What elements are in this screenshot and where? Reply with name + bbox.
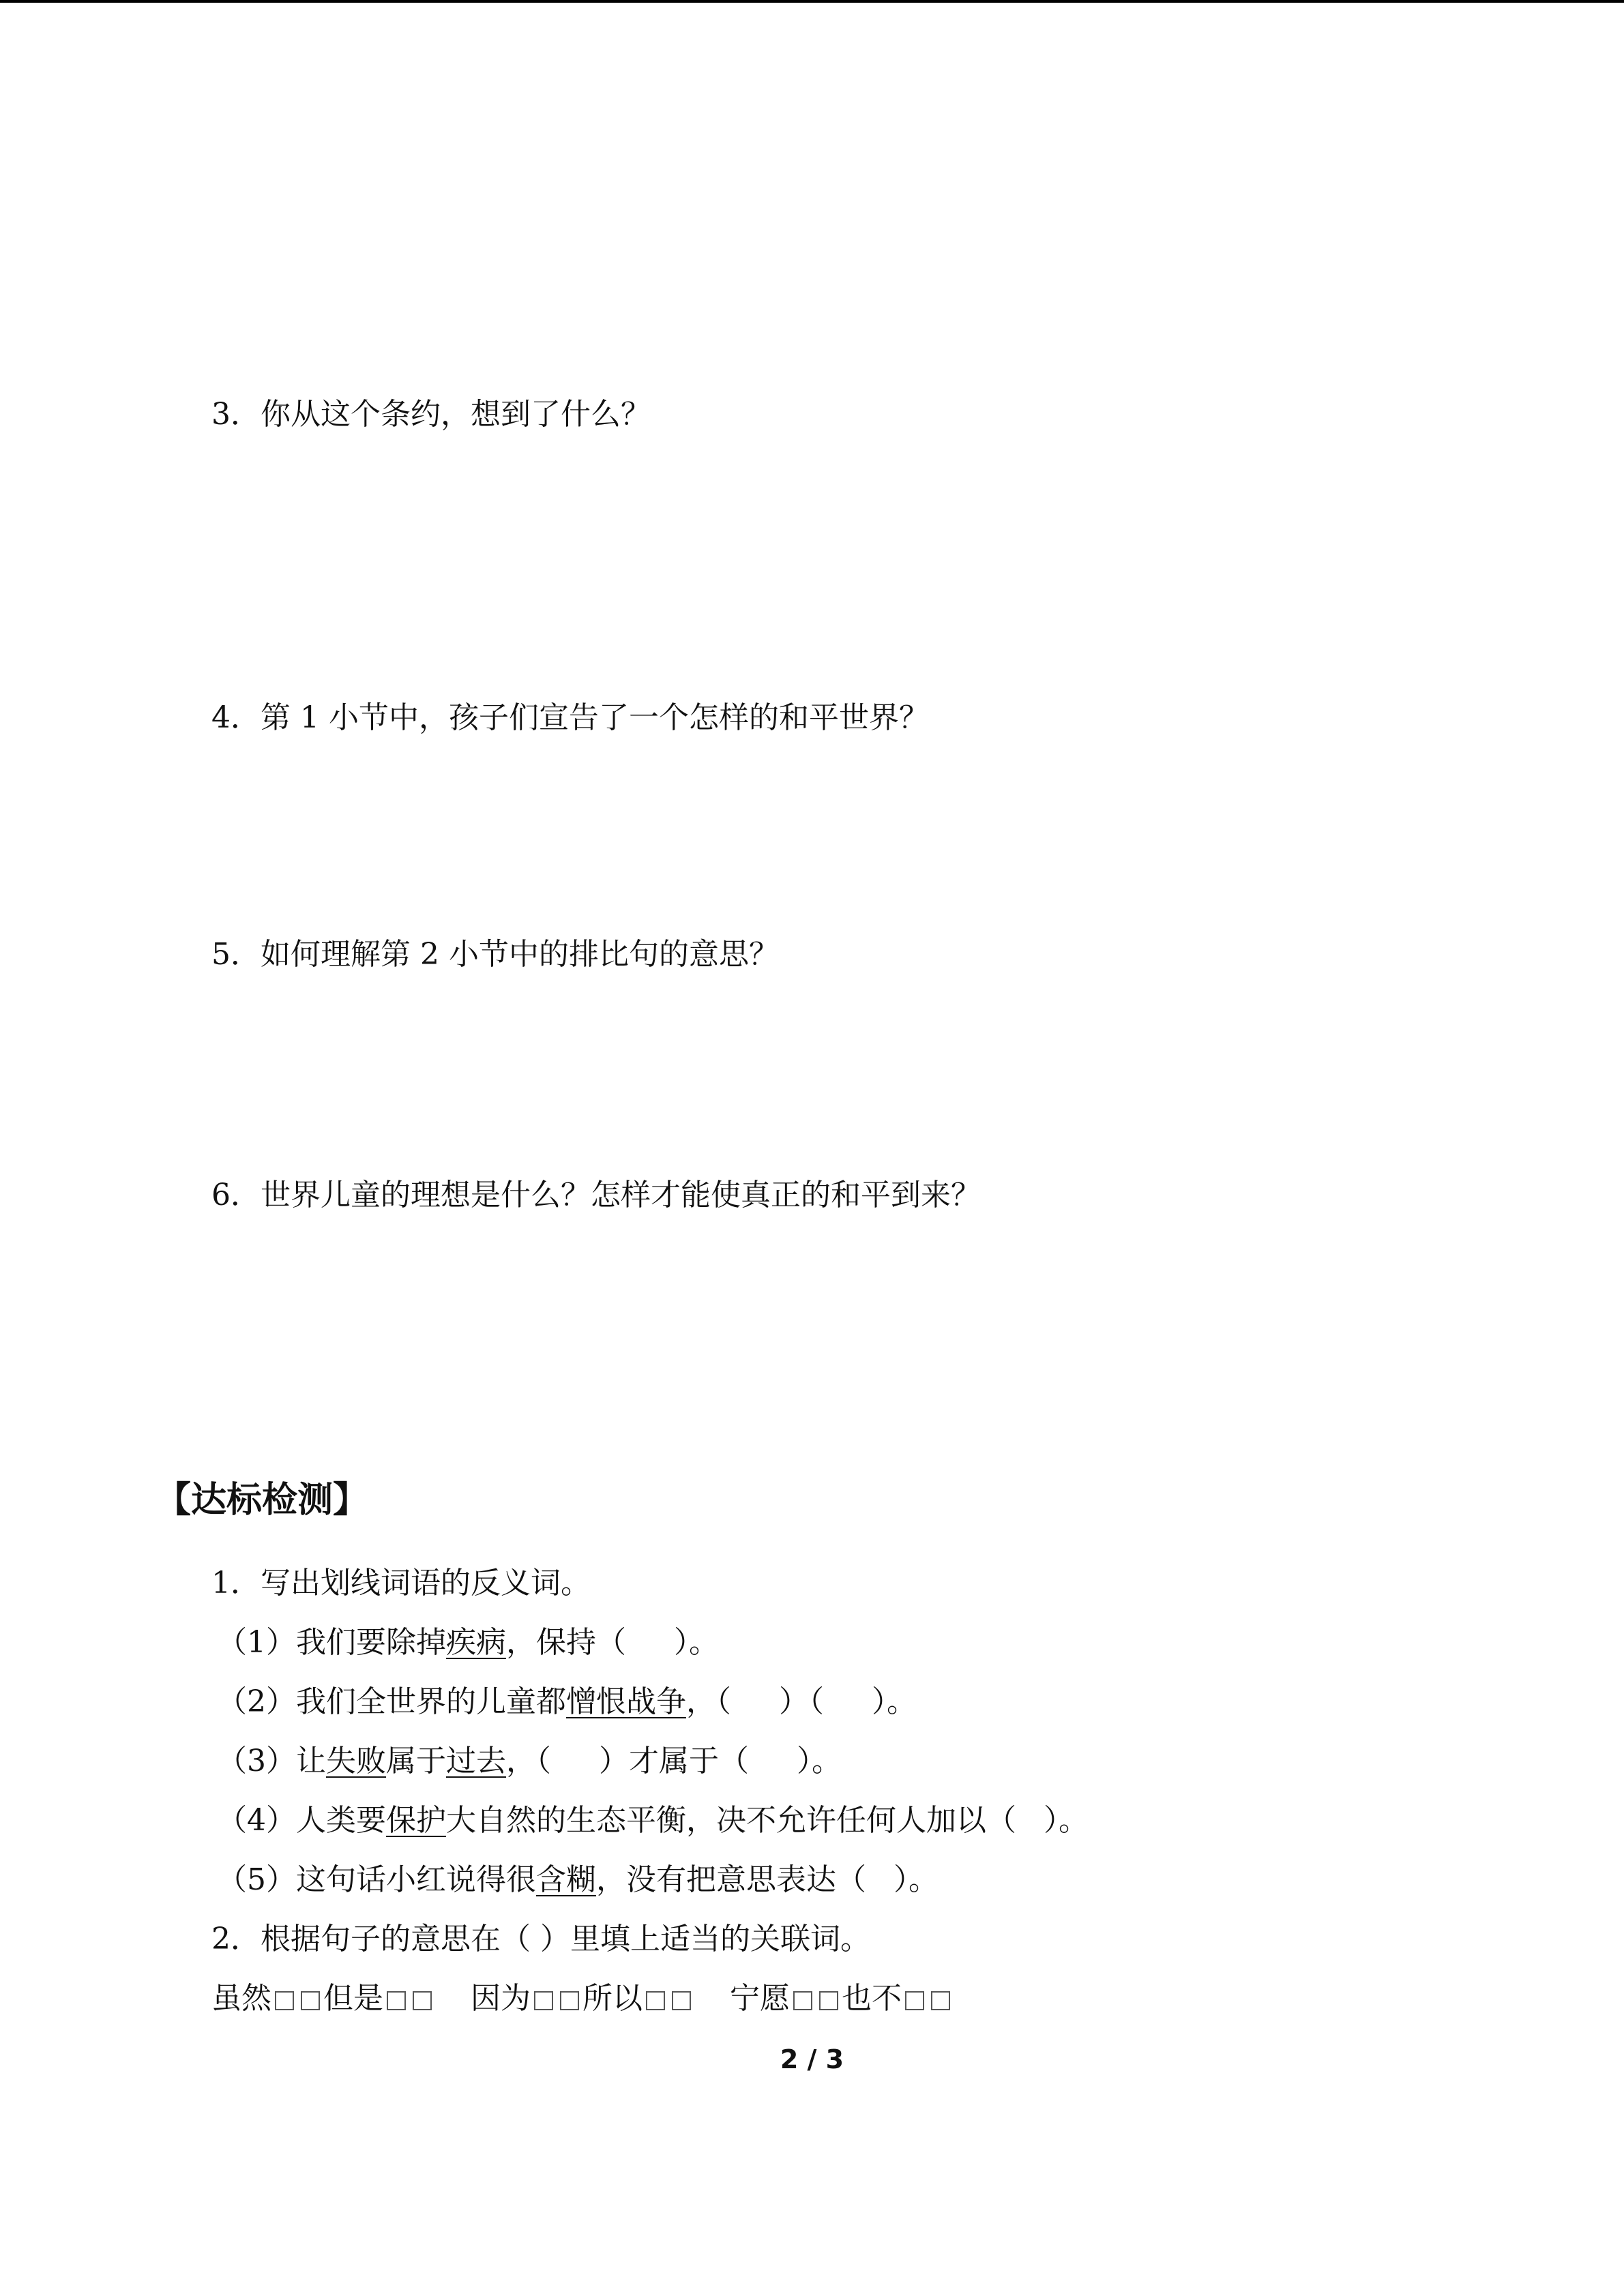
conjunction-pair: 因为 所以 (471, 1978, 694, 2019)
exercise-1-item-5: （5）这句话小红说得很含糊，没有把意思表达（ ）。 (217, 1862, 939, 1897)
question-3: 3．你从这个条约，想到了什么？ (211, 397, 651, 432)
underlined-word: 失败 (326, 1744, 386, 1778)
blank-box[interactable] (275, 1991, 294, 2010)
underlined-word: 战争 (626, 1684, 686, 1719)
conjunction-pair: 宁愿 也不 (730, 1978, 954, 2019)
section-title: 【达标检测】 (156, 1480, 369, 1521)
exercise-1-item-1: （1）我们要除掉疾病，保持（ ）。 (217, 1625, 719, 1660)
blank-box[interactable] (534, 1991, 553, 2010)
blank-box[interactable] (301, 1991, 320, 2010)
blank-box[interactable] (672, 1991, 691, 2010)
exercise-1-title: 1．写出划线词语的反义词。 (211, 1566, 591, 1600)
question-5: 5．如何理解第 2 小节中的排比句的意思？ (211, 937, 779, 972)
question-4: 4．第 1 小节中，孩子们宣告了一个怎样的和平世界？ (211, 700, 929, 735)
blank-box[interactable] (905, 1991, 924, 2010)
underlined-word: 过去 (446, 1744, 506, 1778)
exercise-1-item-4: （4）人类要保护大自然的生态平衡，决不允许任何人加以（ ）。 (217, 1803, 1089, 1838)
underlined-word: 含糊 (536, 1862, 596, 1897)
underlined-word: 保护 (386, 1803, 446, 1838)
question-6: 6．世界儿童的理想是什么？怎样才能使真正的和平到来？ (211, 1178, 981, 1212)
conjunction-pair: 虽然 但是 (211, 1978, 435, 2019)
top-border (0, 0, 1624, 3)
blank-box[interactable] (793, 1991, 812, 2010)
blank-box[interactable] (387, 1991, 406, 2010)
exercise-2-title: 2．根据句子的意思在（ ）里填上适当的关联词。 (211, 1922, 870, 1956)
blank-box[interactable] (931, 1991, 950, 2010)
conjunction-pairs (211, 1978, 989, 2019)
blank-box[interactable] (819, 1991, 838, 2010)
exercise-1-item-3: （3）让失败属于过去，（ ）才属于（ ）。 (217, 1744, 842, 1778)
blank-box[interactable] (646, 1991, 665, 2010)
page-number: 2 / 3 (780, 2044, 844, 2074)
underlined-word: 憎恨 (566, 1684, 626, 1719)
exercise-1-item-2: （2）我们全世界的儿童都憎恨战争，（ ）（ ）。 (217, 1684, 917, 1719)
blank-box[interactable] (413, 1991, 432, 2010)
underlined-word: 疾病 (446, 1625, 506, 1660)
blank-box[interactable] (560, 1991, 579, 2010)
